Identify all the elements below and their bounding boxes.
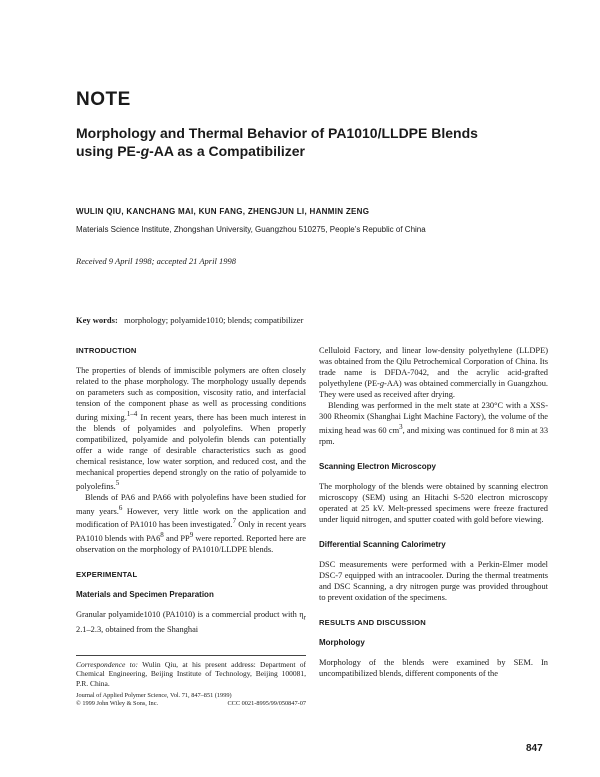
title-line-1: Morphology and Thermal Behavior of PA1010/LLDPE Blends	[76, 125, 478, 141]
heading-experimental: EXPERIMENTAL	[76, 569, 138, 579]
sem-paragraph: The morphology of the blends were obtained by scanning electron microscopy (SEM) using an Hitachi S-520 electron microscopy operated at 25 kV. Melt-pressed specimens were freeze fractured under liquid nitrogen, and sputter coated with gold before viewing.	[319, 481, 548, 524]
journal-citation: Journal of Applied Polymer Science, Vol. 71, 847–851 (1999)	[76, 692, 232, 699]
heading-dsc: Differential Scanning Calorimetry	[319, 539, 446, 549]
left-column	[76, 345, 306, 635]
article-title	[76, 124, 496, 160]
keywords	[76, 315, 303, 325]
materials-paragraph: Granular polyamide1010 (PA1010) is a commercial product with $\eta_r$ 2.1–2.3, obtained from the Shanghai	[76, 609, 306, 634]
intro-paragraph-1: The properties of blends of immiscible polymers are often closely related to the phase morphology. The morphology usually depends on parameters such as composition, viscosity ratio, and interfacial tension of the component phase as well as processing conditions during mixing.$^{1-4}$ In recent years, there has been much interest in the blends of polyamides and polyolefins. When properly compatibilized, polyamide and polyolefin blends can potentially offer a wide range of desirable characteristics such as good chemical resistance, low water sorption, and reduced cost, and the mechanical properties depend strongly on the ratio of polyamide to polyolefins.$^5$	[76, 366, 306, 491]
author-list: WULIN QIU, KANCHANG MAI, KUN FANG, ZHENGJUN LI, HANMIN ZENG	[76, 207, 370, 216]
journal-info	[76, 692, 306, 708]
footnote-rule	[76, 655, 306, 656]
heading-introduction: INTRODUCTION	[76, 346, 137, 355]
intro-paragraph-2: Blends of PA6 and PA66 with polyolefins have been studied for many years.$^6$ However, very little work on the application and modification of PA1010 has been investigated.$^7$ Only in recent years PA1010 blends with $PA6^8$ and $PP^9$ were reported. Reported here are observation on the morphology of PA1010/LLDPE blends.	[76, 492, 306, 554]
keywords-label: Key words:	[76, 315, 118, 325]
heading-materials: Materials and Specimen Preparation	[76, 589, 214, 599]
page-number: 847	[526, 743, 543, 754]
materials-continued: Celluloid Factory, and linear low-density polyethylene (LLDPE) was obtained from the Qilu Petrochemical Corporation of China. Its trade name is DFDA-7042, and the acrylic acid-grafted polyethylene (PE-g-AA) was obtained commercially in Guangzhou. They were used as received after drying.	[319, 346, 548, 399]
heading-morphology: Morphology	[319, 637, 365, 647]
morphology-paragraph: Morphology of the blends were examined by SEM. In uncompatibilized blends, different components of the	[319, 657, 548, 678]
dsc-paragraph: DSC measurements were performed with a Perkin-Elmer model DSC-7 equipped with an intracooler. During the thermal treatments and DSC Scanning, a dry nitrogen purge was provided throughout to prevent oxidation of the specimens.	[319, 559, 548, 602]
affiliation: Materials Science Institute, Zhongshan University, Guangzhou 510275, People’s Republic of China	[76, 225, 426, 234]
blending-paragraph: Blending was performed in the melt state at 230°C with a XSS-300 Rheomix (Shanghai Light Machine Factory), the volume of the mixing head was 60 $cm^3$, and mixing was continued for 8 min at 33 rpm.	[319, 401, 549, 446]
copyright-line: © 1999 John Wiley & Sons, Inc. CCC 0021-8995/99/050847-07	[76, 700, 306, 707]
correspondence-footnote: Correspondence to: Wulin Qiu, at his present address: Department of Chemical Engineering, Beijing Institute of Technology, Beijing 100081, P.R. China.	[76, 660, 306, 688]
right-column	[319, 345, 548, 679]
keywords-text: morphology; polyamide1010; blends; compatibilizer	[124, 315, 304, 325]
heading-results: RESULTS AND DISCUSSION	[319, 617, 426, 627]
heading-sem: Scanning Electron Microscopy	[319, 461, 436, 471]
section-label: NOTE	[76, 89, 131, 110]
received-dates: Received 9 April 1998; accepted 21 April 1998	[76, 256, 236, 266]
title-line-2: using PE-g-AA as a Compatibilizer	[76, 143, 305, 159]
